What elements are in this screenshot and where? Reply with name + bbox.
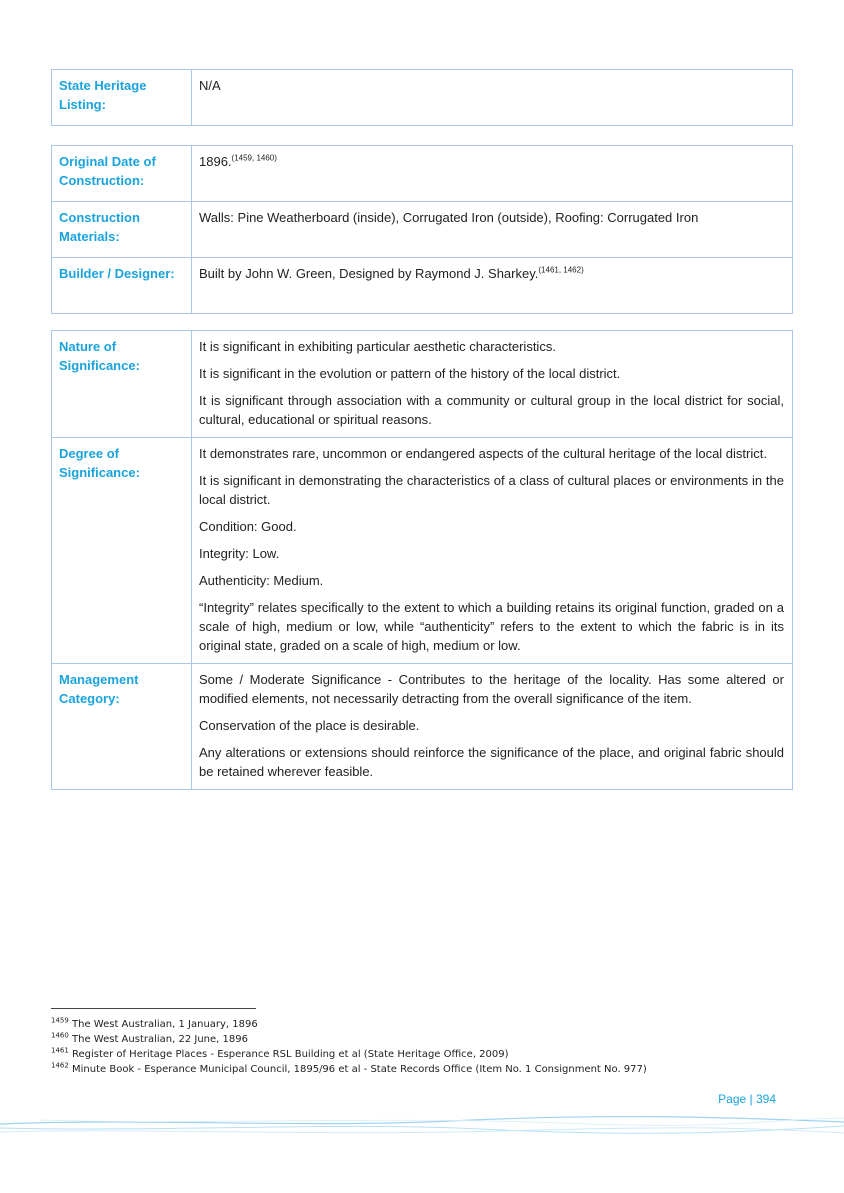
- heritage-listing-value: N/A: [192, 70, 793, 126]
- paragraph: Condition: Good.: [199, 519, 297, 534]
- builder-value: [192, 258, 793, 314]
- paragraph: Conservation of the place is desirable.: [199, 718, 420, 733]
- management-category-label: Management Category:: [52, 664, 192, 790]
- builder-text: Built by John W. Green, Designed by Raymond J. Sharkey.: [199, 266, 539, 281]
- degree-of-significance-label: Degree of Significance:: [52, 438, 192, 664]
- footnote-text: Minute Book - Esperance Municipal Council, 1895/96 et al - State Records Office (Item No. 1 Consignment No. 977): [72, 1064, 647, 1075]
- nature-of-significance-value: [192, 331, 793, 438]
- degree-of-significance-value: [192, 438, 793, 664]
- footnote-text: Register of Heritage Places - Esperance RSL Building et al (State Heritage Office, 2009): [72, 1049, 509, 1060]
- footnote-separator: [51, 1008, 256, 1009]
- footer-wave-decoration: [0, 1110, 844, 1140]
- paragraph: “Integrity” relates specifically to the extent to which a building retains its original function, graded on a scale of high, medium or low, while “authenticity” refers to the extent to which the fabric is in its original state, graded on a scale of high, medium or low.: [199, 600, 784, 653]
- paragraph: It is significant in demonstrating the characteristics of a class of cultural places or environments in the local district.: [199, 473, 784, 507]
- table-row: [52, 438, 793, 664]
- builder-refs: (1461, 1462): [538, 265, 584, 275]
- table-row: [52, 258, 793, 314]
- footnote: [51, 1047, 791, 1062]
- nature-of-significance-label: Nature of Significance:: [52, 331, 192, 438]
- heritage-listing-table: [51, 69, 793, 126]
- footnotes: [51, 1017, 791, 1077]
- paragraph: It is significant through association with a community or cultural group in the local district for social, cultural, educational or spiritual reasons.: [199, 393, 784, 427]
- table-row: [52, 70, 793, 126]
- footnote-number: 1461: [51, 1046, 69, 1055]
- materials-label: Construction Materials:: [52, 202, 192, 258]
- table-row: [52, 202, 793, 258]
- paragraph: It is significant in exhibiting particular aesthetic characteristics.: [199, 339, 556, 354]
- paragraph: Authenticity: Medium.: [199, 573, 324, 588]
- paragraph: Any alterations or extensions should reinforce the significance of the place, and original fabric should be retained wherever feasible.: [199, 745, 784, 779]
- construction-table: [51, 145, 793, 314]
- management-category-value: [192, 664, 793, 790]
- table-row: [52, 664, 793, 790]
- footnote-number: 1460: [51, 1031, 69, 1040]
- significance-table: [51, 330, 793, 790]
- paragraph: It demonstrates rare, uncommon or endangered aspects of the cultural heritage of the local district.: [199, 446, 767, 461]
- heritage-listing-label: State Heritage Listing:: [52, 70, 192, 126]
- footnote-text: The West Australian, 1 January, 1896: [72, 1019, 258, 1030]
- table-row: [52, 146, 793, 202]
- table-row: [52, 331, 793, 438]
- footnote: [51, 1032, 791, 1047]
- paragraph: Integrity: Low.: [199, 546, 280, 561]
- footnote-number: 1459: [51, 1016, 69, 1025]
- materials-value: Walls: Pine Weatherboard (inside), Corrugated Iron (outside), Roofing: Corrugated Iron: [192, 202, 793, 258]
- paragraph: It is significant in the evolution or pattern of the history of the local district.: [199, 366, 621, 381]
- original-date-refs: (1459, 1460): [231, 153, 277, 163]
- footnote-number: 1462: [51, 1061, 69, 1070]
- footnote-text: The West Australian, 22 June, 1896: [72, 1034, 248, 1045]
- original-date-text: 1896.: [199, 154, 232, 169]
- footnote: [51, 1062, 791, 1077]
- original-date-label: Original Date of Construction:: [52, 146, 192, 202]
- paragraph: Some / Moderate Significance - Contributes to the heritage of the locality. Has some altered or modified elements, not necessarily detracting from the overall significance of the item.: [199, 672, 784, 706]
- footnote: [51, 1017, 791, 1032]
- page-number: Page | 394: [718, 1092, 776, 1106]
- builder-label: Builder / Designer:: [52, 258, 192, 314]
- original-date-value: [192, 146, 793, 202]
